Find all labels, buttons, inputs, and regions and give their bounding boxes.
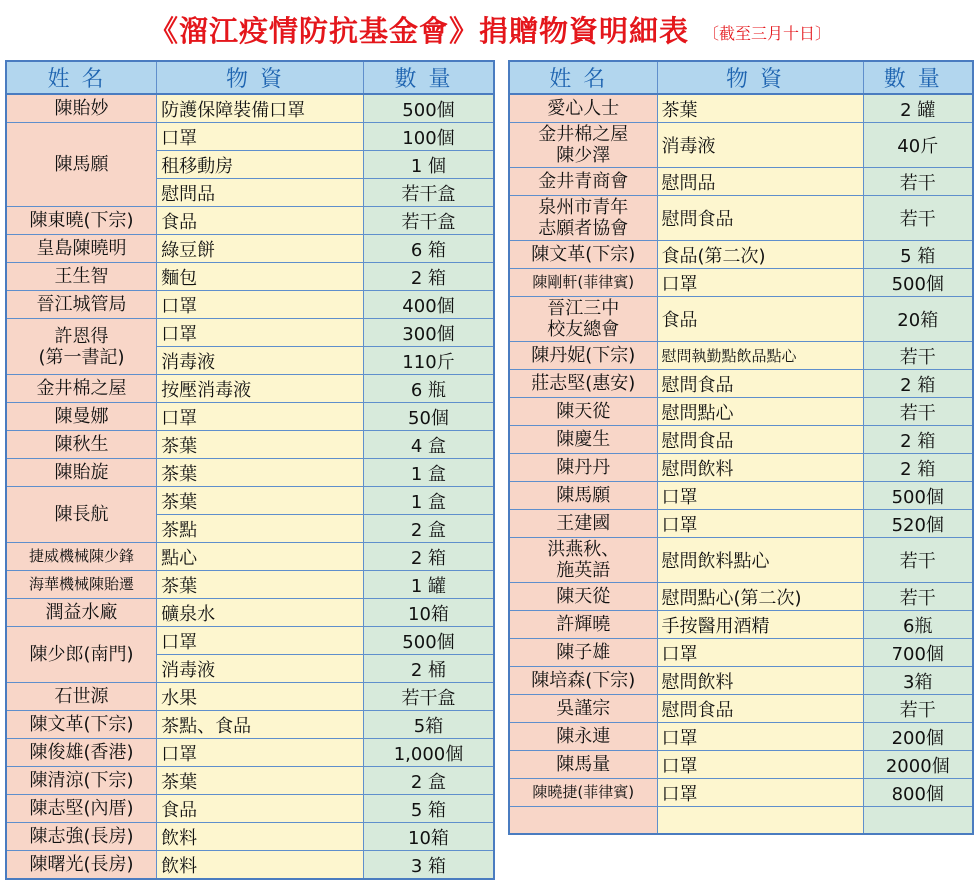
table-row <box>509 639 973 667</box>
donation-item: 口罩 <box>657 751 863 779</box>
donation-qty: 若干 <box>863 342 973 370</box>
donor-name: 陳曉捷(菲律賓) <box>509 779 657 807</box>
donation-item: 慰問點心 <box>657 398 863 426</box>
donation-item: 礦泉水 <box>157 599 364 627</box>
donor-name: 吳謹宗 <box>509 695 657 723</box>
donor-name <box>6 319 157 375</box>
header-qty: 數量 <box>363 61 494 94</box>
donation-item: 慰問食品 <box>657 370 863 398</box>
table-row <box>6 207 494 235</box>
donation-item: 食品(第二次) <box>657 241 863 269</box>
donation-qty: 520個 <box>863 510 973 538</box>
donation-item: 食品 <box>157 207 364 235</box>
donation-qty: 110斤 <box>363 347 494 375</box>
header-item: 物資 <box>157 61 364 94</box>
donor-name: 愛心人士 <box>509 94 657 123</box>
table-row <box>509 398 973 426</box>
table-row <box>6 94 494 123</box>
donation-item: 茶葉 <box>157 431 364 459</box>
donation-item: 食品 <box>157 795 364 823</box>
donor-name: 陳培森(下宗) <box>509 667 657 695</box>
donor-name: 陳文革(下宗) <box>6 711 157 739</box>
donation-item: 口罩 <box>157 627 364 655</box>
table-row <box>509 723 973 751</box>
donor-name: 陳志強(長房) <box>6 823 157 851</box>
donation-qty: 2000個 <box>863 751 973 779</box>
table-row <box>6 459 494 487</box>
table-row <box>6 571 494 599</box>
donation-qty: 800個 <box>863 779 973 807</box>
donor-name: 莊志堅(惠安) <box>509 370 657 398</box>
table-row <box>6 627 494 655</box>
donation-item: 麵包 <box>157 263 364 291</box>
donor-name: 王建國 <box>509 510 657 538</box>
donor-name: 陳貽旋 <box>6 459 157 487</box>
donor-name: 陳曙光(長房) <box>6 851 157 880</box>
donation-qty: 2 盒 <box>363 515 494 543</box>
donor-name-line-1: 泉州市青年 <box>538 197 629 218</box>
donor-name-line-2: (第一書記) <box>38 346 125 368</box>
donor-name: 陳馬願 <box>509 482 657 510</box>
donor-name: 石世源 <box>6 683 157 711</box>
table-row <box>6 431 494 459</box>
donation-item: 消毒液 <box>657 123 863 168</box>
donor-name: 陳貽妙 <box>6 94 157 123</box>
donor-name: 陳東曉(下宗) <box>6 207 157 235</box>
donation-qty: 20箱 <box>863 297 973 342</box>
table-row <box>6 739 494 767</box>
donation-item: 綠豆餅 <box>157 235 364 263</box>
table-row <box>509 94 973 123</box>
donation-qty: 50個 <box>363 403 494 431</box>
table-row <box>509 611 973 639</box>
empty-cell <box>657 807 863 835</box>
donor-name: 陳馬願 <box>6 123 157 207</box>
donor-name: 陳清涼(下宗) <box>6 767 157 795</box>
donation-item: 消毒液 <box>157 655 364 683</box>
donation-item: 茶葉 <box>657 94 863 123</box>
table-row <box>6 851 494 880</box>
donor-name: 陳剛軒(菲律賓) <box>509 269 657 297</box>
donation-item: 慰問執勤點飲品點心 <box>657 342 863 370</box>
donor-name-line-2: 校友總會 <box>547 319 620 340</box>
donation-qty: 1 盒 <box>363 487 494 515</box>
donation-item: 口罩 <box>657 723 863 751</box>
donation-item: 口罩 <box>657 639 863 667</box>
table-row <box>6 403 494 431</box>
donor-name: 陳文革(下宗) <box>509 241 657 269</box>
donation-item: 茶點、食品 <box>157 711 364 739</box>
table-row <box>509 695 973 723</box>
donation-item: 點心 <box>157 543 364 571</box>
donor-name <box>509 196 657 241</box>
title-main: 《溜江疫情防抗基金會》捐贈物資明細表 <box>148 13 689 48</box>
donation-item: 手按醫用酒精 <box>657 611 863 639</box>
donation-qty: 2 盒 <box>363 767 494 795</box>
donor-name: 陳子雄 <box>509 639 657 667</box>
donation-qty: 6 瓶 <box>363 375 494 403</box>
table-row <box>6 599 494 627</box>
donation-item: 水果 <box>157 683 364 711</box>
table-row <box>509 538 973 583</box>
donation-item: 消毒液 <box>157 347 364 375</box>
donor-name: 金井青商會 <box>509 168 657 196</box>
donor-name: 海華機械陳貽遷 <box>6 571 157 599</box>
donation-qty: 500個 <box>863 269 973 297</box>
donor-name: 金井棉之屋 <box>6 375 157 403</box>
donation-qty: 2 箱 <box>863 370 973 398</box>
table-row <box>6 235 494 263</box>
table-row <box>509 196 973 241</box>
donor-name-line-1: 洪燕秋、 <box>547 539 620 560</box>
donation-qty: 6瓶 <box>863 611 973 639</box>
donation-qty: 200個 <box>863 723 973 751</box>
table-row <box>509 342 973 370</box>
donor-name-line-1: 金井棉之屋 <box>538 124 629 145</box>
donor-name: 陳天從 <box>509 583 657 611</box>
donation-item: 食品 <box>657 297 863 342</box>
donor-name-line-2: 施英語 <box>556 560 611 581</box>
donation-item: 口罩 <box>157 403 364 431</box>
donation-item: 慰問食品 <box>657 695 863 723</box>
donor-name: 陳長航 <box>6 487 157 543</box>
donation-qty: 若干 <box>863 583 973 611</box>
donation-item: 茶葉 <box>157 487 364 515</box>
donor-name-line-1: 許恩得 <box>54 325 109 347</box>
table-row <box>6 683 494 711</box>
donor-name: 王生智 <box>6 263 157 291</box>
table-row <box>6 487 494 515</box>
donation-item: 慰問食品 <box>657 426 863 454</box>
table-row <box>509 241 973 269</box>
table-row <box>509 751 973 779</box>
table-row <box>6 795 494 823</box>
donation-item: 慰問飲料 <box>657 667 863 695</box>
donor-name: 陳馬量 <box>509 751 657 779</box>
empty-cell <box>863 807 973 835</box>
donation-item: 慰問食品 <box>657 196 863 241</box>
header-qty: 數量 <box>863 61 973 94</box>
donor-name <box>509 297 657 342</box>
table-row <box>6 711 494 739</box>
donation-item: 口罩 <box>157 319 364 347</box>
donation-qty: 2 桶 <box>363 655 494 683</box>
donation-qty: 若干 <box>863 695 973 723</box>
table-row <box>509 370 973 398</box>
table-row <box>6 767 494 795</box>
donor-name: 陳丹妮(下宗) <box>509 342 657 370</box>
donation-qty: 若干盒 <box>363 179 494 207</box>
donor-name: 晉江城管局 <box>6 291 157 319</box>
header-item: 物資 <box>657 61 863 94</box>
table-row <box>6 375 494 403</box>
donation-item: 茶葉 <box>157 571 364 599</box>
donor-name: 陳俊雄(香港) <box>6 739 157 767</box>
donation-item: 口罩 <box>657 779 863 807</box>
table-row <box>6 263 494 291</box>
donation-item: 慰問品 <box>657 168 863 196</box>
donation-qty: 4 盒 <box>363 431 494 459</box>
donor-name: 陳丹丹 <box>509 454 657 482</box>
table-row <box>6 319 494 347</box>
donor-name: 潤益水廠 <box>6 599 157 627</box>
table-row <box>509 779 973 807</box>
donation-qty: 300個 <box>363 319 494 347</box>
donor-name-line-1: 晉江三中 <box>547 298 620 319</box>
donation-qty: 5箱 <box>363 711 494 739</box>
table-row <box>509 269 973 297</box>
header-name: 姓名 <box>6 61 157 94</box>
donation-item: 口罩 <box>657 482 863 510</box>
donation-qty: 3箱 <box>863 667 973 695</box>
table-row <box>509 667 973 695</box>
left-donation-table <box>5 60 495 880</box>
table-row <box>509 583 973 611</box>
table-row <box>6 823 494 851</box>
donation-item: 防護保障裝備口罩 <box>157 94 364 123</box>
donor-name-line-2: 陳少澤 <box>556 145 611 166</box>
donation-item: 租移動房 <box>157 151 364 179</box>
donor-name: 陳永連 <box>509 723 657 751</box>
donation-item: 按壓消毒液 <box>157 375 364 403</box>
donation-qty: 500個 <box>363 627 494 655</box>
donor-name: 陳慶生 <box>509 426 657 454</box>
donation-item: 慰問點心(第二次) <box>657 583 863 611</box>
donation-qty: 500個 <box>863 482 973 510</box>
donation-item: 飲料 <box>157 823 364 851</box>
donor-name: 陳天從 <box>509 398 657 426</box>
donor-name: 捷威機械陳少鋒 <box>6 543 157 571</box>
donation-qty: 若干 <box>863 196 973 241</box>
donation-qty: 若干盒 <box>363 207 494 235</box>
donation-item: 飲料 <box>157 851 364 880</box>
donation-item: 慰問飲料 <box>657 454 863 482</box>
donor-name: 陳秋生 <box>6 431 157 459</box>
donation-qty: 1 個 <box>363 151 494 179</box>
table-row <box>509 123 973 168</box>
donation-item: 口罩 <box>657 510 863 538</box>
donation-qty: 5 箱 <box>363 795 494 823</box>
donation-qty: 6 箱 <box>363 235 494 263</box>
donation-qty: 700個 <box>863 639 973 667</box>
donation-item: 口罩 <box>157 291 364 319</box>
donation-item: 慰問品 <box>157 179 364 207</box>
donor-name <box>509 538 657 583</box>
donation-item: 口罩 <box>157 123 364 151</box>
empty-cell <box>509 807 657 835</box>
table-row <box>509 454 973 482</box>
table-row <box>509 426 973 454</box>
table-row <box>6 543 494 571</box>
donation-item: 口罩 <box>157 739 364 767</box>
donation-qty: 1 罐 <box>363 571 494 599</box>
table-row <box>509 510 973 538</box>
donation-qty: 若干盒 <box>363 683 494 711</box>
page-title <box>0 8 980 50</box>
donation-qty: 若干 <box>863 168 973 196</box>
donation-item: 茶點 <box>157 515 364 543</box>
donation-qty: 1,000個 <box>363 739 494 767</box>
donation-qty: 500個 <box>363 94 494 123</box>
donation-qty: 若干 <box>863 398 973 426</box>
donation-item: 茶葉 <box>157 459 364 487</box>
empty-row <box>509 807 973 835</box>
donation-qty: 2 箱 <box>363 263 494 291</box>
donation-qty: 2 箱 <box>863 454 973 482</box>
donation-qty: 2 罐 <box>863 94 973 123</box>
table-row <box>6 123 494 151</box>
donor-name: 許輝曉 <box>509 611 657 639</box>
donation-qty: 2 箱 <box>863 426 973 454</box>
donation-item: 茶葉 <box>157 767 364 795</box>
donation-qty: 5 箱 <box>863 241 973 269</box>
table-row <box>509 168 973 196</box>
donor-name <box>509 123 657 168</box>
donation-qty: 400個 <box>363 291 494 319</box>
table-row <box>509 482 973 510</box>
donation-qty: 2 箱 <box>363 543 494 571</box>
donation-item: 慰問飲料點心 <box>657 538 863 583</box>
donation-qty: 100個 <box>363 123 494 151</box>
donation-qty: 40斤 <box>863 123 973 168</box>
donor-name: 陳志堅(內厝) <box>6 795 157 823</box>
donation-qty: 3 箱 <box>363 851 494 880</box>
donation-qty: 10箱 <box>363 823 494 851</box>
donor-name: 陳曼娜 <box>6 403 157 431</box>
donation-qty: 1 盒 <box>363 459 494 487</box>
donation-item: 口罩 <box>657 269 863 297</box>
table-row <box>509 297 973 342</box>
right-donation-table <box>508 60 974 835</box>
donation-qty: 若干 <box>863 538 973 583</box>
donor-name: 皇島陳曉明 <box>6 235 157 263</box>
title-date-note: 〔截至三月十日〕 <box>703 23 832 43</box>
donor-name-line-2: 志願者協會 <box>538 218 629 239</box>
donation-qty: 10箱 <box>363 599 494 627</box>
header-name: 姓名 <box>509 61 657 94</box>
donor-name: 陳少郎(南門) <box>6 627 157 683</box>
table-row <box>6 291 494 319</box>
